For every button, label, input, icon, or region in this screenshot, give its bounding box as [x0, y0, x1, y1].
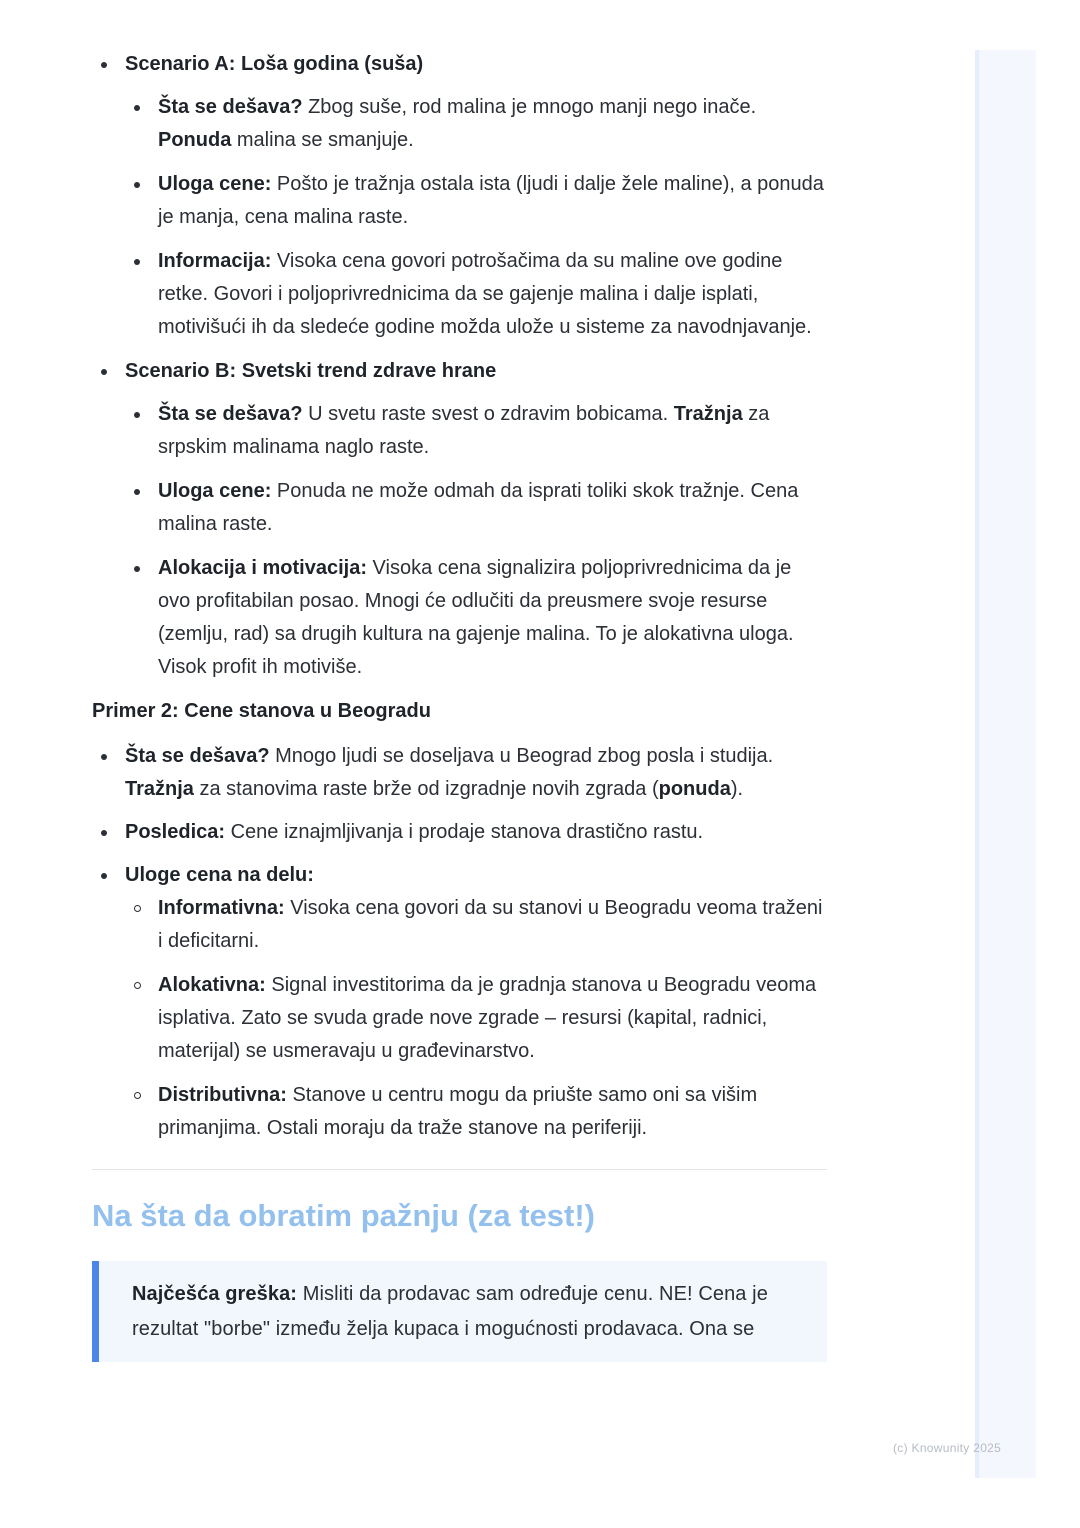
- item-label: Uloga cene:: [158, 173, 272, 195]
- list-item: [92, 816, 827, 849]
- copyright-notice: (c) Knowunity 2025: [893, 1441, 1002, 1455]
- item-text: Pošto je tražnja ostala ista (ljudi i dalje žele maline), a ponuda je manja, cena malina raste.: [158, 173, 824, 228]
- list-item: [92, 859, 827, 1145]
- item-label: Informacija:: [158, 250, 272, 272]
- item-text: za stanovima raste brže od izgradnje novih zgrada (: [193, 778, 659, 800]
- list-item: [125, 245, 827, 344]
- item-label: Uloga cene:: [158, 480, 272, 502]
- item-label: Uloge cena na delu:: [125, 864, 314, 886]
- item-label: Posledica:: [125, 821, 226, 843]
- item-text: Visoka cena govori potrošačima da su maline ove godine retke. Govori i poljoprivrednicima da se gajenje malina i dalje isplati, motivišući ih da sledeće godine možda ulože u sisteme za navodnjavanje.: [158, 250, 812, 338]
- list-item: [125, 892, 827, 958]
- scenario-a-details: [125, 91, 827, 344]
- scenario-b-details: [125, 398, 827, 684]
- item-text: Zbog suše, rod malina je mnogo manji nego inače.: [302, 96, 757, 118]
- scenario-b-title: Scenario B: Svetski trend zdrave hrane: [125, 360, 497, 382]
- item-label: Informativna:: [158, 897, 285, 919]
- scenario-a: [92, 48, 827, 344]
- item-text: Mnogo ljudi se doseljava u Beograd zbog posla i studija.: [269, 745, 774, 767]
- item-emphasis: ponuda: [658, 778, 731, 800]
- callout-label: Najčešća greška:: [132, 1283, 298, 1305]
- item-text: Ponuda ne može odmah da isprati toliki skok tražnje. Cena malina raste.: [158, 480, 799, 535]
- document-content: [92, 48, 827, 1362]
- item-label: Šta se dešava?: [125, 745, 270, 767]
- scenario-b: [92, 355, 827, 684]
- list-item: [125, 168, 827, 234]
- list-item: [125, 969, 827, 1068]
- item-emphasis: Tražnja: [673, 403, 743, 425]
- list-item: [125, 91, 827, 157]
- item-text: Visoka cena signalizira poljoprivrednicima da je ovo profitabilan posao. Mnogi će odlučiti da preusmere svoje resurse (zemlju, rad) sa drugih kultura na gajenje malina. To je alokativna uloga. Visok profit ih motiviše.: [158, 557, 794, 678]
- list-item: [125, 552, 827, 684]
- item-text: Signal investitorima da je gradnja stanova u Beogradu veoma isplativa. Zato se svuda grade nove zgrade – resursi (kapital, radnici, materijal) se usmeravaju u građevinarstvo.: [158, 974, 817, 1062]
- item-label: Distributivna:: [158, 1084, 287, 1106]
- right-margin-panel: [975, 50, 1036, 1478]
- item-text: U svetu raste svest o zdravim bobicama.: [302, 403, 674, 425]
- item-label: Alokativna:: [158, 974, 266, 996]
- item-label: Alokacija i motivacija:: [158, 557, 367, 579]
- item-text: za srpskim malinama naglo raste.: [158, 403, 770, 458]
- section-title: Na šta da obratim pažnju (za test!): [92, 1198, 595, 1233]
- item-emphasis: Tražnja: [125, 778, 194, 800]
- price-roles-list: [125, 892, 827, 1145]
- scenario-list: [92, 48, 827, 684]
- primer-2-list: [92, 740, 827, 1145]
- item-text: ).: [730, 778, 744, 800]
- list-item: [125, 475, 827, 541]
- callout-text: Misliti da prodavac sam određuje cenu. NE! Cena je rezultat "borbe" između želja kupaca i mogućnosti prodavaca. Ona se: [132, 1283, 768, 1340]
- item-text: Cene iznajmljivanja i prodaje stanova drastično rastu.: [225, 821, 704, 843]
- tip-callout: [92, 1261, 827, 1362]
- list-item: [125, 398, 827, 464]
- list-item: [125, 1079, 827, 1145]
- list-item: [92, 740, 827, 806]
- item-text: Stanove u centru mogu da priušte samo oni sa višim primanjima. Ostali moraju da traže stanove na periferiji.: [158, 1084, 758, 1139]
- primer-2-heading: Primer 2: Cene stanova u Beogradu: [92, 700, 431, 722]
- section-divider: [92, 1169, 827, 1170]
- item-text: Visoka cena govori da su stanovi u Beogradu veoma traženi i deficitarni.: [158, 897, 823, 952]
- item-text: malina se smanjuje.: [231, 129, 414, 151]
- item-label: Šta se dešava?: [158, 96, 303, 118]
- item-label: Šta se dešava?: [158, 403, 303, 425]
- scenario-a-title: Scenario A: Loša godina (suša): [125, 53, 424, 75]
- item-emphasis: Ponuda: [158, 129, 232, 151]
